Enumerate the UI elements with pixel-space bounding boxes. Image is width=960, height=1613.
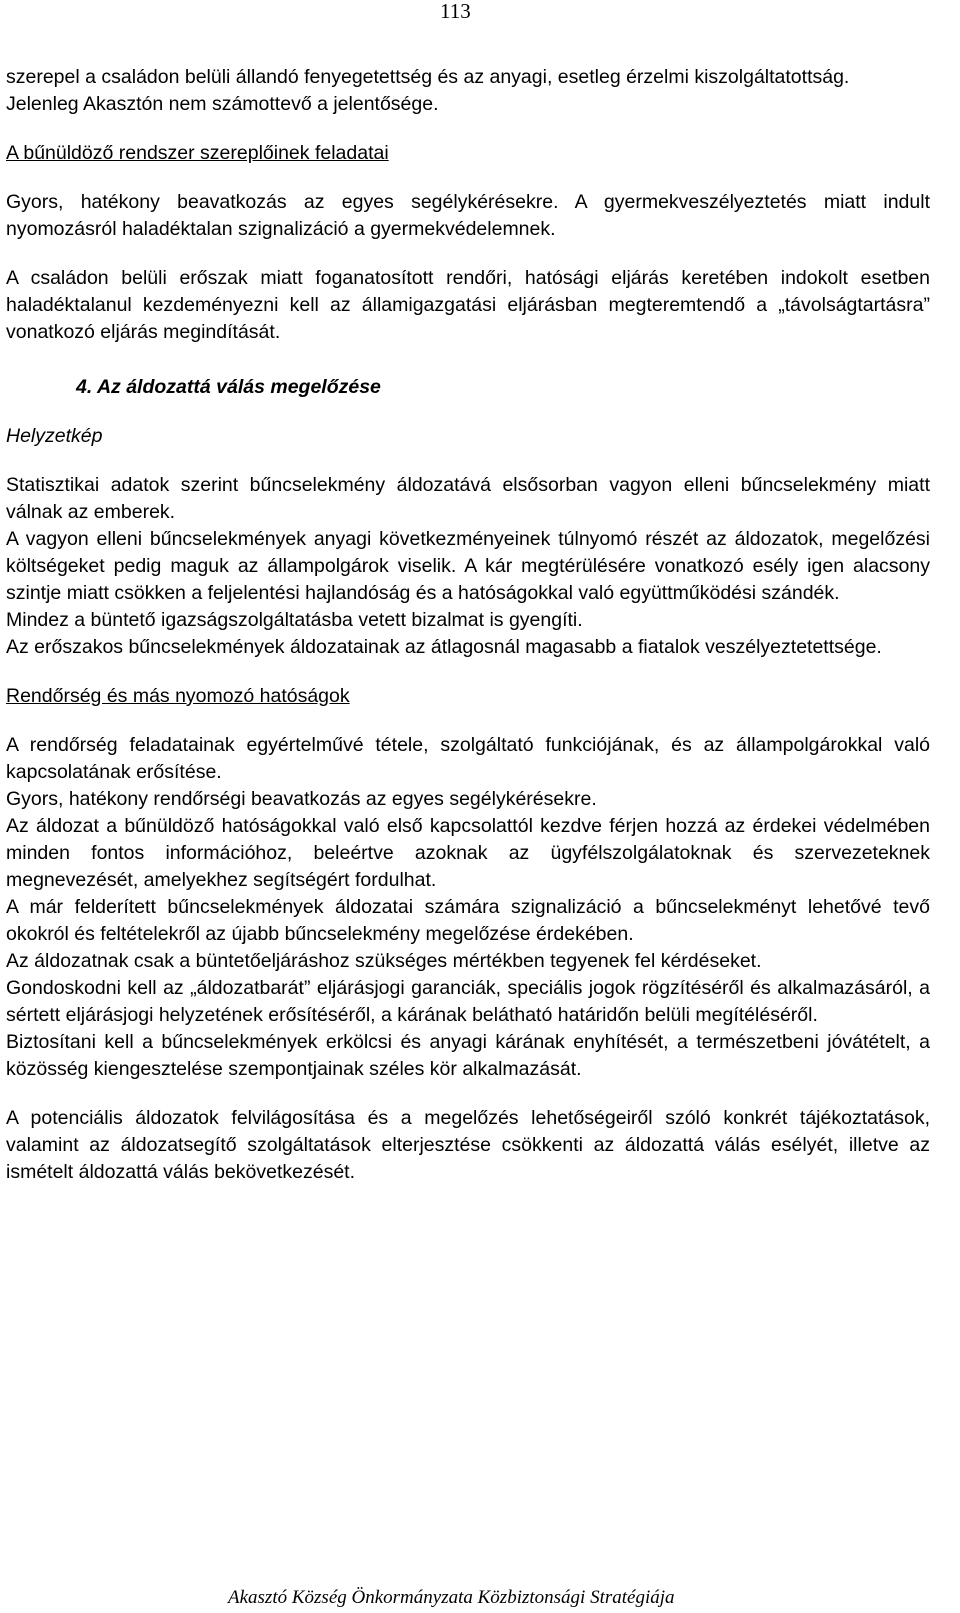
paragraph-5: A családon belüli erőszak miatt foganatosított rendőri, hatósági eljárás keretében indokolt esetben haladéktalanul kezdeményezni kell az államigazgatási eljárásban megteremtendő a „távolságtartásra” vonatkozó eljárás megindítását.	[6, 267, 930, 343]
paragraph-4: Gyors, hatékony beavatkozás az egyes segélykérésekre. A gyermekveszélyeztetés miatt indult nyomozásról haladéktalan szignalizáció a gyermekvédelemnek.	[6, 191, 930, 240]
section-title-law-enforcement-roles: A bűnüldöző rendszer szereplőinek feladatai	[6, 142, 389, 164]
paragraph-12: Az áldozat a bűnüldöző hatóságokkal való első kapcsolattól kezdve férjen hozzá az érdekei védelmében minden fontos információhoz, beleértve azoknak az ügyfélszolgálatoknak és szervezeteknek megnevezését, amelyekhez segítségért fordulhat.	[6, 815, 930, 891]
paragraph-7: A vagyon elleni bűncselekmények anyagi következményeinek túlnyomó részét az áldozatok, megelőzési költségeket pedig maguk az állampolgárok viselik. A kár megtérülésére vonatkozó esély igen alacsony szintje miatt csökken a feljelentési hajlandóság és a hatóságokkal való együttműködési szándék.	[6, 528, 930, 604]
subheading-police: Rendőrség és más nyomozó hatóságok	[6, 685, 350, 707]
paragraph-1: szerepel a családon belüli állandó fenyegetettség és az anyagi, esetleg érzelmi kiszolgáltatottság.	[6, 66, 850, 88]
paragraph-13: A már felderített bűncselekmények áldozatai számára szignalizáció a bűncselekményt lehetővé tevő okokról és feltételekről az újabb bűncselekmény megelőzése érdekében.	[6, 896, 930, 945]
paragraph-16: Biztosítani kell a bűncselekmények erkölcsi és anyagi kárának enyhítését, a természetbeni jóvátételt, a közösség kiengesztelése szempontjainak széles kör alkalmazását.	[6, 1031, 930, 1080]
paragraph-17: A potenciális áldozatok felvilágosítása és a megelőzés lehetőségeiről szóló konkrét tájékoztatások, valamint az áldozatsegítő szolgáltatások elterjesztése csökkenti az áldozattá válás esélyét, illetve az ismételt áldozattá válás bekövetkezését.	[6, 1107, 930, 1183]
page-number: 113	[440, 0, 471, 23]
paragraph-2: Jelenleg Akasztón nem számottevő a jelentősége.	[6, 93, 439, 115]
paragraph-10: A rendőrség feladatainak egyértelművé tétele, szolgáltató funkciójának, és az állampolgárokkal való kapcsolatának erősítése.	[6, 734, 930, 783]
paragraph-15: Gondoskodni kell az „áldozatbarát” eljárásjogi garanciák, speciális jogok rögzítéséről és alkalmazásáról, a sértett eljárásjogi helyzetének erősítéséről, a kárának belátható határidőn belüli megítéléséről.	[6, 977, 930, 1026]
paragraph-8: Mindez a büntető igazságszolgáltatásba vetett bizalmat is gyengíti.	[6, 609, 583, 631]
paragraph-9: Az erőszakos bűncselekmények áldozatainak az átlagosnál magasabb a fiatalok veszélyeztetettsége.	[6, 636, 882, 658]
subheading-situation: Helyzetkép	[6, 425, 103, 447]
document-body	[6, 64, 930, 1186]
page-footer: Akasztó Község Önkormányzata Közbiztonsági Stratégiája	[228, 1587, 675, 1608]
paragraph-6: Statisztikai adatok szerint bűncselekmény áldozatává elsősorban vagyon elleni bűncselekmény miatt válnak az emberek.	[6, 474, 930, 523]
chapter-heading: 4. Az áldozattá válás megelőzése	[76, 376, 381, 398]
paragraph-11: Gyors, hatékony rendőrségi beavatkozás az egyes segélykérésekre.	[6, 788, 597, 810]
paragraph-14: Az áldozatnak csak a büntetőeljáráshoz szükséges mértékben tegyenek fel kérdéseket.	[6, 950, 762, 972]
